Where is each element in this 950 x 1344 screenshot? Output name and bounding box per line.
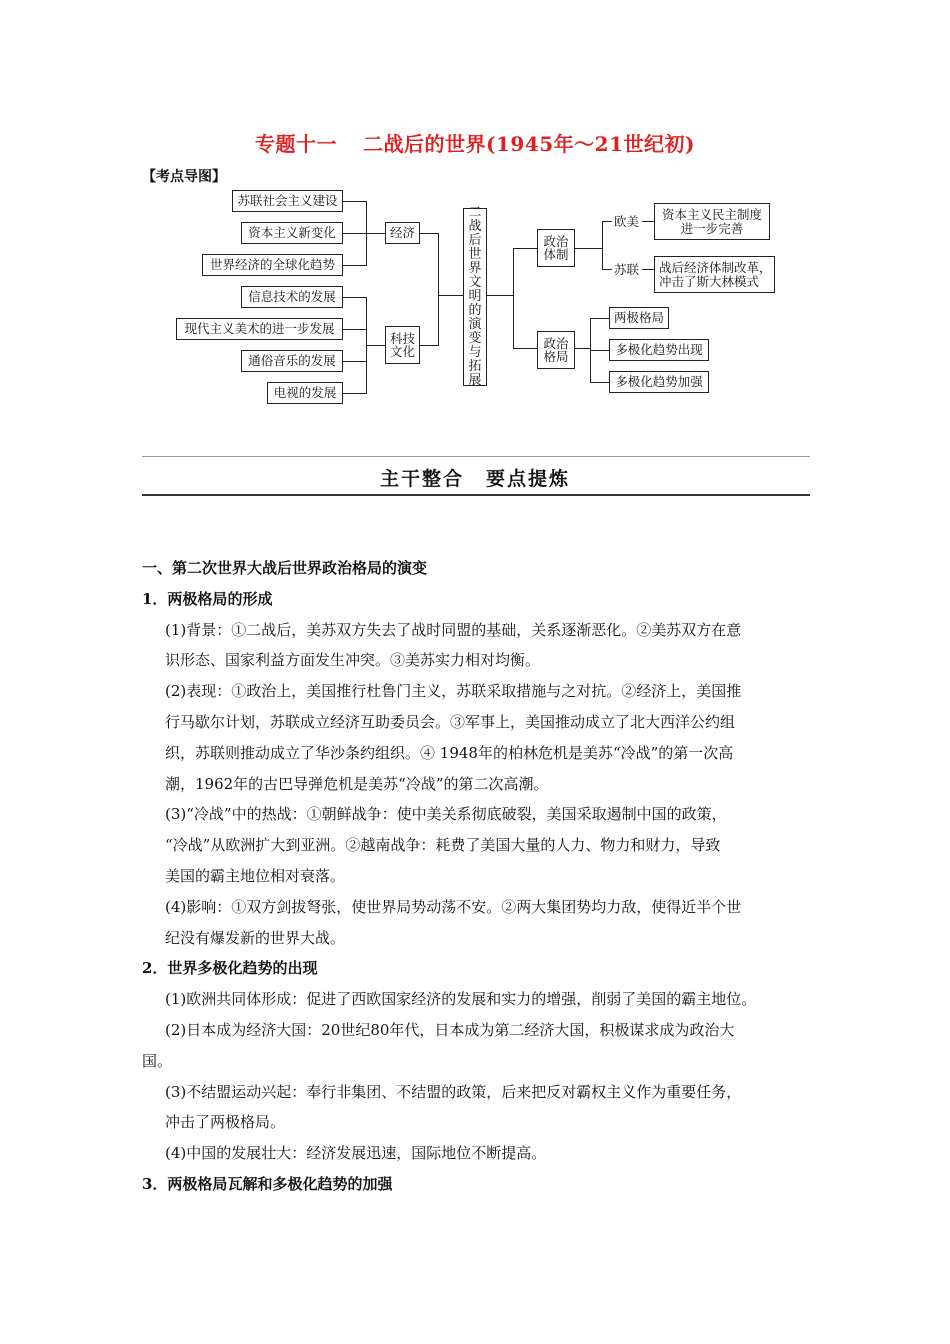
paragraph-line: 美国的霸主地位相对衰落。 [165,866,346,885]
mindmap-europe-america: 欧美 [614,214,640,229]
mindmap-left-item: 信息技术的发展 [241,286,343,308]
mindmap-label: 【考点导图】 [142,169,226,185]
paragraph-line: (3)“冷战”中的热战：①朝鲜战争：使中美关系彻底破裂，美国采取遏制中国的政策， [165,805,727,824]
mindmap-left-item: 世界经济的全球化趋势 [202,254,343,276]
section-rule-bottom [142,494,810,496]
paragraph-line: (2)日本成为经济大国：20世纪80年代，日本成为第二经济大国，积极谋求成为政治大 [165,1020,735,1039]
heading-level2: 3．两极格局瓦解和多极化趋势的加强 [142,1174,393,1193]
paragraph-line: (3)不结盟运动兴起：奉行非集团、不结盟的政策，后来把反对霸权主义作为重要任务， [165,1082,742,1101]
paragraph-line: (1)背景：①二战后，美苏双方失去了战时同盟的基础，关系逐渐恶化。②美苏双方在意 [165,620,742,639]
paragraph-line: (4)中国的发展壮大：经济发展迅速，国际地位不断提高。 [165,1144,547,1163]
paragraph-line: (1)欧洲共同体形成：促进了西欧国家经济的发展和实力的增强，削弱了美国的霸主地位。 [165,990,757,1009]
mindmap-left-item: 资本主义新变化 [241,222,343,244]
heading-level2: 1．两极格局的形成 [142,589,273,608]
mindmap-economy: 经济 [385,222,420,244]
mindmap-pattern-item: 多极化趋势出现 [609,339,709,361]
heading-level1: 一、第二次世界大战后世界政治格局的演变 [142,559,428,577]
mindmap-soviet-box: 战后经济体制改革， 冲击了斯大林模式 [654,256,775,293]
paragraph-line: “冷战”从欧洲扩大到亚洲。②越南战争：耗费了美国大量的人力、物力和财力，导致 [165,836,721,855]
mindmap-center-topic: 二 战 后 世 界 文 明 的 演 变 与 拓 展 [463,208,487,386]
page-title [0,128,950,157]
paragraph-line: 织，苏联则推动成立了华沙条约组织。④ 1948年的柏林危机是美苏“冷战”的第一次高 [165,743,734,762]
mindmap-left-item: 苏联社会主义建设 [232,190,343,212]
mindmap-soviet: 苏联 [614,262,640,277]
mindmap-left-item: 电视的发展 [267,382,343,404]
mindmap-ea-box: 资本主义民主制度 进一步完善 [654,203,770,240]
paragraph-line: 行马歇尔计划，苏联成立经济互助委员会。③军事上，美国推动成立了北大西洋公约组 [165,712,736,731]
paragraph-line: (2)表现：①政治上，美国推行杜鲁门主义，苏联采取措施与之对抗。②经济上，美国推 [165,682,742,701]
section-rule-top [142,456,810,457]
mindmap-political-system: 政治 体制 [537,229,575,267]
paragraph-line: 冲击了两极格局。 [165,1113,286,1132]
paragraph-line: 国。 [142,1051,173,1070]
paragraph-line: 纪没有爆发新的世界大战。 [165,928,346,947]
body-content [142,553,814,1200]
section-title: 主干整合 要点提炼 [379,468,571,490]
mindmap-left-item: 现代主义美术的进一步发展 [176,318,343,340]
mindmap-left-item: 通俗音乐的发展 [241,350,343,372]
mindmap-pattern-item: 两极格局 [609,307,669,329]
paragraph-line: (4)影响：①双方剑拔弩张，使世界局势动荡不安。②两大集团势均力敌，使得近半个世 [165,897,742,916]
mindmap-pattern-item: 多极化趋势加强 [609,371,709,393]
mindmap-sci-culture: 科技 文化 [385,326,420,364]
paragraph-line: 潮，1962年的古巴导弹危机是美苏“冷战”的第二次高潮。 [165,774,549,793]
heading-level2: 2．世界多极化趋势的出现 [142,959,318,978]
title-part2: 二战后的世界(1945年～21世纪初) [363,132,695,156]
title-part1: 专题十一 [255,132,338,156]
paragraph-line: 识形态、国家利益方面发生冲突。③美苏实力相对均衡。 [165,651,541,670]
mindmap-political-pattern: 政治 格局 [537,331,575,369]
